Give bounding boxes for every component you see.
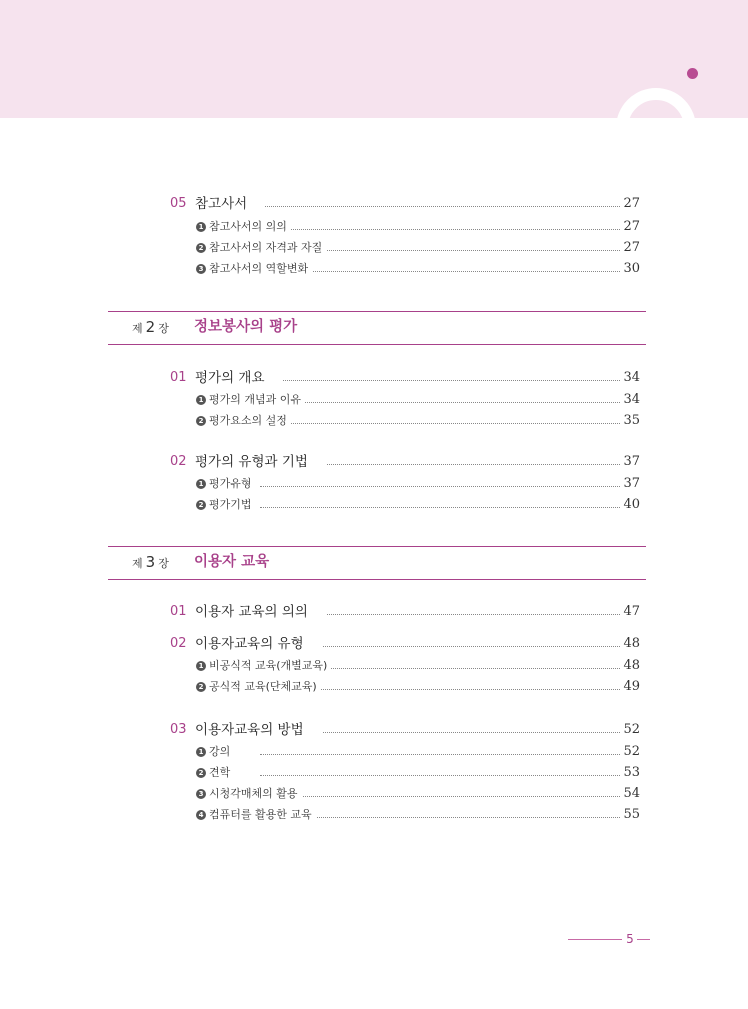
- toc-subsection[interactable]: [0, 260, 748, 278]
- toc-subsection[interactable]: [0, 391, 748, 409]
- section-title: 이용자 교육의 의의: [195, 602, 326, 622]
- item-number-badge: 2: [196, 768, 206, 778]
- chapter-suffix: 장: [158, 557, 169, 570]
- page-number: 37: [623, 454, 640, 469]
- toc-section-03[interactable]: [0, 720, 748, 742]
- chapter-title: 정보봉사의 평가: [194, 319, 298, 335]
- page-number: 35: [623, 413, 640, 428]
- toc-subsection[interactable]: [0, 678, 748, 696]
- chapter-number: 2: [145, 318, 156, 336]
- toc-section-01[interactable]: [0, 602, 748, 624]
- page-number: 48: [623, 636, 640, 651]
- dot-leader: [260, 402, 620, 403]
- dot-leader: [260, 206, 620, 207]
- section-title: 평가의 개요: [195, 368, 283, 388]
- chapter-2-header[interactable]: [108, 311, 646, 345]
- toc-subsection[interactable]: [0, 412, 748, 430]
- toc-section-05[interactable]: [0, 194, 748, 216]
- page-number: 47: [623, 604, 640, 619]
- page-number: 34: [623, 370, 640, 385]
- footer-page-number: 5: [626, 932, 634, 946]
- subsection-title: 공식적 교육(단체교육): [209, 678, 321, 696]
- item-number-badge: 3: [196, 789, 206, 799]
- subsection-title: 비공식적 교육(개별교육): [209, 657, 331, 675]
- toc-subsection[interactable]: [0, 657, 748, 675]
- page-number: 37: [623, 476, 640, 491]
- item-number-badge: 2: [196, 500, 206, 510]
- item-number-badge: 2: [196, 243, 206, 253]
- section-number: 05: [170, 196, 187, 211]
- chapter-3-header[interactable]: [108, 546, 646, 580]
- subsection-title: 참고사서의 역할변화: [209, 260, 312, 278]
- page-number: 48: [623, 658, 640, 673]
- toc-subsection[interactable]: [0, 475, 748, 493]
- page-number: 27: [623, 240, 640, 255]
- item-number-badge: 3: [196, 264, 206, 274]
- dot-leader: [260, 486, 620, 487]
- toc-subsection[interactable]: [0, 806, 748, 824]
- toc-subsection[interactable]: [0, 218, 748, 236]
- page-number: 49: [623, 679, 640, 694]
- toc-section-02[interactable]: [0, 634, 748, 656]
- chapter-suffix: 장: [158, 322, 169, 335]
- section-number: 02: [170, 454, 187, 469]
- dot-leader: [260, 796, 620, 797]
- subsection-title: 평가유형: [209, 475, 256, 493]
- subsection-title: 평가기법: [209, 496, 256, 514]
- page-number: 27: [623, 196, 640, 211]
- chapter-prefix: 제: [132, 557, 143, 570]
- page-number: 52: [623, 722, 640, 737]
- dot-leader: [260, 423, 620, 424]
- section-title: 이용자교육의 방법: [195, 720, 322, 740]
- subsection-title: 컴퓨터를 활용한 교육: [209, 806, 316, 824]
- section-number: 01: [170, 370, 187, 385]
- item-number-badge: 4: [196, 810, 206, 820]
- page-number: 30: [623, 261, 640, 276]
- item-number-badge: 1: [196, 479, 206, 489]
- dot-leader: [260, 380, 620, 381]
- subsection-title: 시청각매체의 활용: [209, 785, 302, 803]
- subsection-title: 평가요소의 설정: [209, 412, 291, 430]
- chapter-label: [132, 553, 169, 573]
- item-number-badge: 2: [196, 682, 206, 692]
- item-number-badge: 1: [196, 222, 206, 232]
- page-number: 53: [623, 765, 640, 780]
- dot-leader: [260, 229, 620, 230]
- item-number-badge: 1: [196, 661, 206, 671]
- dot-leader: [260, 775, 620, 776]
- footer-rule-right: [637, 939, 650, 940]
- chapter-label: [132, 318, 169, 338]
- dot-leader: [260, 754, 620, 755]
- section-title: 평가의 유형과 기법: [195, 452, 326, 472]
- section-number: 03: [170, 722, 187, 737]
- section-number: 02: [170, 636, 187, 651]
- page-number: 55: [623, 807, 640, 822]
- toc-subsection[interactable]: [0, 743, 748, 761]
- chapter-title: 이용자 교육: [194, 554, 270, 570]
- chapter-number: 3: [145, 553, 156, 571]
- subsection-title: 평가의 개념과 이유: [209, 391, 305, 409]
- page-number: 52: [623, 744, 640, 759]
- page-number: 27: [623, 219, 640, 234]
- section-number: 01: [170, 604, 187, 619]
- dot-leader: [260, 271, 620, 272]
- toc-subsection[interactable]: [0, 239, 748, 257]
- item-number-badge: 1: [196, 747, 206, 757]
- decorative-ring-icon: [616, 88, 696, 118]
- toc-section-01[interactable]: [0, 368, 748, 390]
- section-title: 이용자교육의 유형: [195, 634, 322, 654]
- subsection-title: 강의: [209, 743, 234, 761]
- item-number-badge: 2: [196, 416, 206, 426]
- dot-leader: [260, 507, 620, 508]
- subsection-title: 참고사서의 자격과 자질: [209, 239, 326, 257]
- toc-subsection[interactable]: [0, 496, 748, 514]
- footer-rule-left: [568, 939, 622, 940]
- toc-section-02[interactable]: [0, 452, 748, 474]
- subsection-title: 참고사서의 의의: [209, 218, 291, 236]
- header-band: [0, 0, 748, 118]
- decorative-dot-icon: [687, 68, 698, 79]
- chapter-prefix: 제: [132, 322, 143, 335]
- subsection-title: 견학: [209, 764, 234, 782]
- page-number: 54: [623, 786, 640, 801]
- toc-subsection[interactable]: [0, 764, 748, 782]
- toc-subsection[interactable]: [0, 785, 748, 803]
- item-number-badge: 1: [196, 395, 206, 405]
- section-title: 참고사서: [195, 194, 265, 214]
- page-number: 40: [623, 497, 640, 512]
- page-number: 34: [623, 392, 640, 407]
